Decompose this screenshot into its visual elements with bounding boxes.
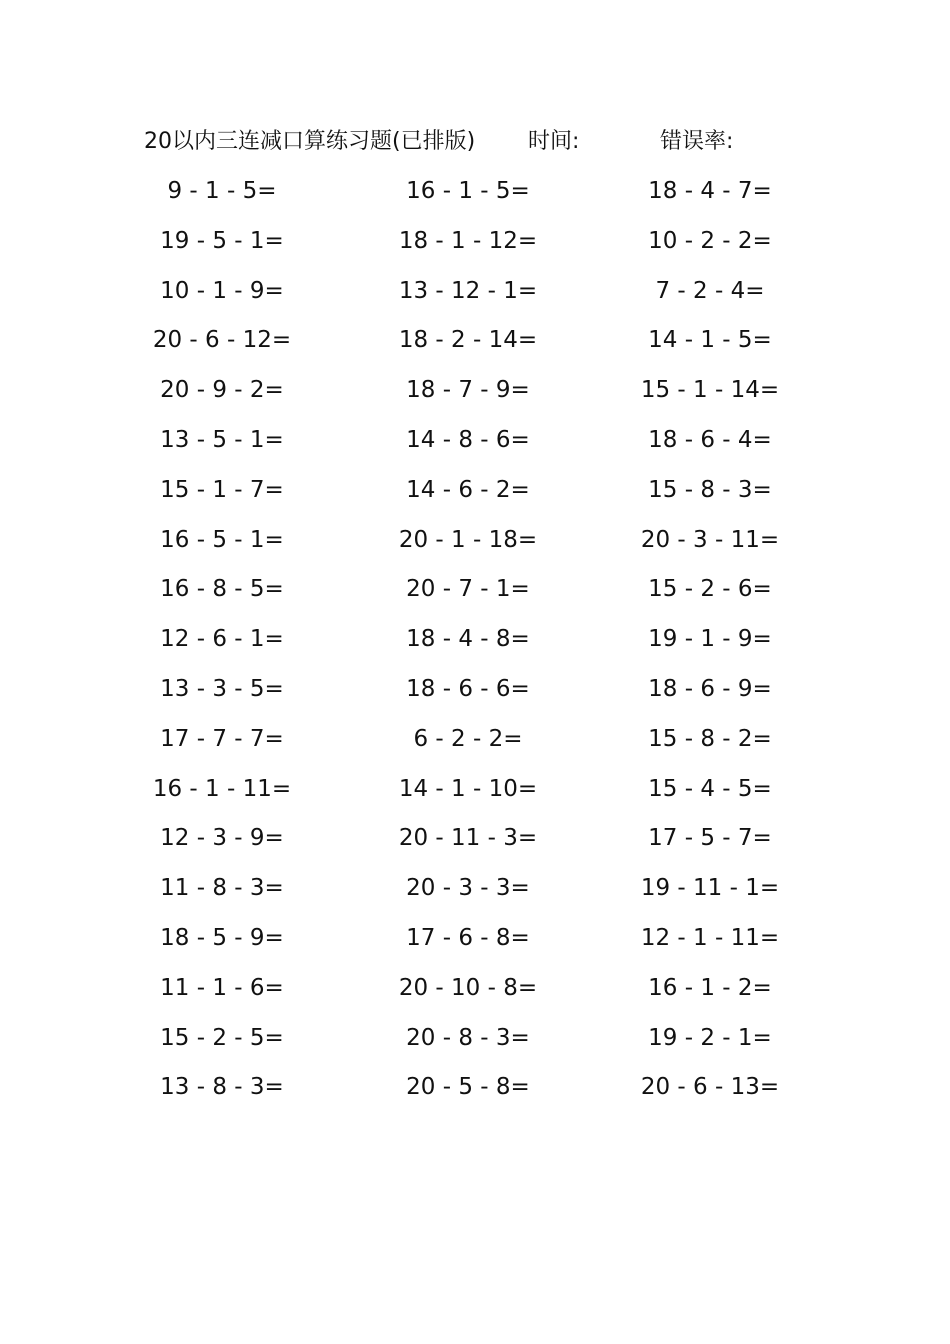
problem-item: 18 - 6 - 6=	[406, 675, 530, 702]
problem-item: 18 - 6 - 4=	[648, 426, 772, 453]
problem-item: 20 - 3 - 11=	[640, 526, 780, 553]
problem-row	[0, 222, 950, 272]
problem-item: 18 - 6 - 9=	[648, 675, 772, 702]
problem-item: 15 - 8 - 3=	[648, 476, 772, 503]
time-label: 时间:	[528, 129, 580, 154]
problem-item: 16 - 5 - 1=	[160, 526, 284, 553]
problem-item: 15 - 8 - 2=	[648, 725, 772, 752]
problem-item: 18 - 7 - 9=	[406, 377, 530, 404]
problem-item: 12 - 6 - 1=	[160, 626, 284, 653]
problem-row	[0, 1068, 950, 1118]
problem-row	[0, 770, 950, 820]
problem-item: 16 - 1 - 5=	[406, 178, 530, 204]
problem-item: 17 - 6 - 8=	[406, 924, 530, 951]
problem-grid	[0, 172, 950, 1118]
problem-item: 18 - 4 - 8=	[406, 626, 530, 653]
problem-item: 17 - 7 - 7=	[160, 725, 284, 752]
problem-item: 13 - 8 - 3=	[160, 1074, 284, 1101]
problem-item: 13 - 5 - 1=	[160, 426, 284, 453]
problem-item: 16 - 8 - 5=	[160, 576, 284, 603]
problem-item: 19 - 1 - 9=	[648, 626, 772, 653]
problem-row	[0, 172, 950, 222]
problem-row	[0, 471, 950, 521]
problem-item: 12 - 1 - 11=	[640, 924, 780, 951]
problem-item: 11 - 8 - 3=	[160, 875, 284, 902]
problem-item: 20 - 11 - 3=	[398, 825, 538, 852]
problem-row	[0, 919, 950, 969]
problem-item: 19 - 5 - 1=	[160, 227, 284, 254]
problem-item: 16 - 1 - 11=	[152, 775, 292, 802]
problem-row	[0, 1019, 950, 1069]
problem-item: 9 - 1 - 5=	[167, 178, 277, 204]
problem-item: 20 - 5 - 8=	[406, 1074, 530, 1101]
problem-item: 19 - 2 - 1=	[648, 1024, 772, 1051]
problem-item: 18 - 4 - 7=	[648, 178, 772, 204]
problem-item: 20 - 1 - 18=	[398, 526, 538, 553]
problem-item: 11 - 1 - 6=	[160, 974, 284, 1001]
problem-item: 20 - 7 - 1=	[406, 576, 530, 603]
problem-item: 20 - 10 - 8=	[398, 974, 538, 1001]
problem-row	[0, 570, 950, 620]
problem-row	[0, 272, 950, 322]
problem-item: 15 - 1 - 7=	[160, 476, 284, 503]
problem-row	[0, 620, 950, 670]
problem-item: 20 - 6 - 13=	[640, 1074, 780, 1101]
problem-item: 13 - 12 - 1=	[398, 277, 538, 304]
problem-item: 18 - 2 - 14=	[398, 327, 538, 354]
problem-item: 7 - 2 - 4=	[655, 277, 765, 304]
problem-row	[0, 969, 950, 1019]
problem-item: 15 - 1 - 14=	[640, 377, 780, 404]
problem-item: 10 - 2 - 2=	[648, 227, 772, 254]
problem-item: 14 - 1 - 10=	[398, 775, 538, 802]
problem-item: 14 - 8 - 6=	[406, 426, 530, 453]
problem-item: 20 - 3 - 3=	[406, 875, 530, 902]
problem-row	[0, 720, 950, 770]
problem-row	[0, 371, 950, 421]
problem-item: 14 - 1 - 5=	[648, 327, 772, 354]
problem-item: 16 - 1 - 2=	[648, 974, 772, 1001]
problem-item: 13 - 3 - 5=	[160, 675, 284, 702]
problem-item: 20 - 9 - 2=	[160, 377, 284, 404]
problem-item: 17 - 5 - 7=	[648, 825, 772, 852]
worksheet-header	[0, 124, 950, 160]
problem-row	[0, 521, 950, 571]
problem-row	[0, 421, 950, 471]
problem-item: 15 - 2 - 5=	[160, 1024, 284, 1051]
problem-row	[0, 670, 950, 720]
problem-item: 19 - 11 - 1=	[640, 875, 780, 902]
problem-item: 15 - 4 - 5=	[648, 775, 772, 802]
problem-row	[0, 321, 950, 371]
error-rate-label: 错误率:	[660, 129, 734, 154]
problem-row	[0, 819, 950, 869]
problem-item: 20 - 6 - 12=	[152, 327, 292, 354]
problem-item: 15 - 2 - 6=	[648, 576, 772, 603]
problem-item: 20 - 8 - 3=	[406, 1024, 530, 1051]
problem-item: 14 - 6 - 2=	[406, 476, 530, 503]
problem-item: 10 - 1 - 9=	[160, 277, 284, 304]
problem-item: 18 - 5 - 9=	[160, 924, 284, 951]
problem-item: 12 - 3 - 9=	[160, 825, 284, 852]
problem-item: 6 - 2 - 2=	[413, 725, 523, 752]
problem-row	[0, 869, 950, 919]
problem-item: 18 - 1 - 12=	[398, 227, 538, 254]
worksheet-title: 20以内三连减口算练习题(已排版)	[144, 129, 476, 154]
